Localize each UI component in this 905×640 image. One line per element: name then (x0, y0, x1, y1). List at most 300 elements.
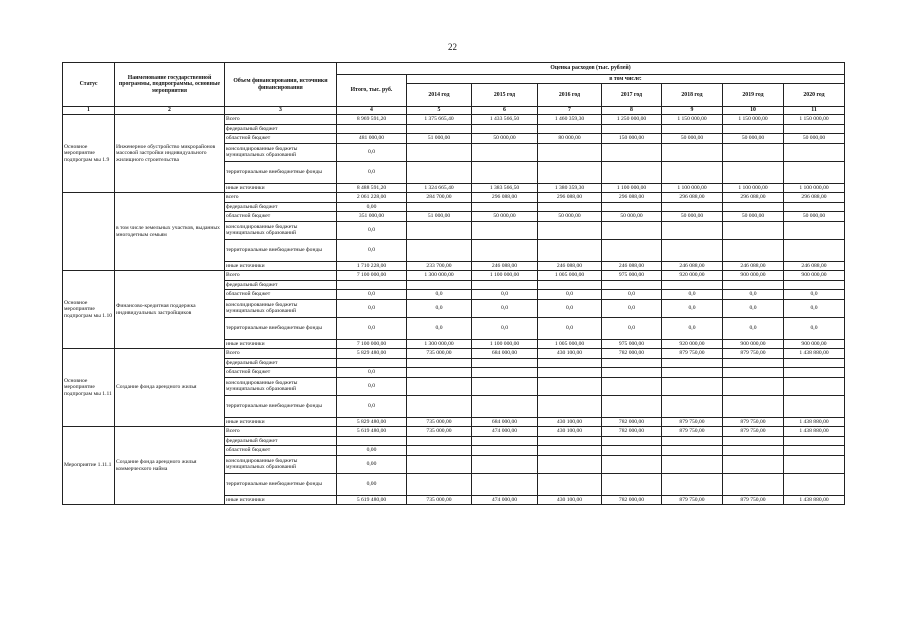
amount-year: 0,0 (602, 299, 662, 317)
amount-year (472, 377, 538, 395)
funding-source: Всего (225, 271, 337, 281)
amount-year: 879 750,00 (723, 495, 784, 505)
amount-year: 296 088,00 (472, 193, 538, 203)
amount-year (538, 446, 602, 456)
amount-year (662, 368, 723, 378)
column-number: 3 (225, 107, 337, 115)
amount-year (538, 377, 602, 395)
amount-year: 296 088,00 (602, 193, 662, 203)
amount-year: 50 000,00 (662, 134, 723, 144)
amount-year (662, 124, 723, 134)
amount-year (662, 202, 723, 212)
header-total: Итого, тыс. руб. (337, 75, 407, 107)
funding-source: иные источники (225, 495, 337, 505)
amount-year (662, 161, 723, 183)
amount-year (602, 143, 662, 161)
amount-year (723, 221, 784, 239)
row-status: Основное мероприятие подпрограм мы 1.11 (63, 349, 115, 427)
amount-year (538, 455, 602, 473)
amount-year (784, 358, 845, 368)
amount-year: 0,0 (472, 290, 538, 300)
table-header (63, 63, 845, 115)
amount-total: 351 000,00 (337, 212, 407, 222)
row-measure-name: Финансово-кредитная поддержка индивидуальных застройщиков (115, 271, 225, 349)
amount-year: 0,0 (602, 290, 662, 300)
amount-year: 1 380 359,30 (538, 183, 602, 193)
amount-year (602, 368, 662, 378)
amount-year (602, 473, 662, 495)
amount-year: 684 000,00 (472, 349, 538, 359)
amount-year: 975 000,00 (602, 339, 662, 349)
amount-total (337, 436, 407, 446)
amount-year (407, 143, 472, 161)
amount-year (472, 280, 538, 290)
amount-total: 7 100 000,00 (337, 339, 407, 349)
amount-year (538, 239, 602, 261)
row-status: Основное мероприятие подпрограм мы 1.9 (63, 115, 115, 193)
amount-year: 246 088,00 (472, 261, 538, 271)
amount-year (602, 446, 662, 456)
amount-year (538, 124, 602, 134)
amount-year: 684 000,00 (472, 417, 538, 427)
header-including: в том числе: (407, 75, 845, 84)
amount-year: 1 100 000,00 (602, 183, 662, 193)
amount-year: 1 005 000,00 (538, 271, 602, 281)
row-measure-name: Создание фонда арендного жилья коммерческого найма (115, 427, 225, 505)
funding-source: областной бюджет (225, 368, 337, 378)
amount-year (472, 161, 538, 183)
amount-year: 0,0 (407, 317, 472, 339)
header-name: Наименование государственной программы, подпрограммы, основные мероприятия (115, 63, 225, 107)
column-number: 7 (538, 107, 602, 115)
amount-year (784, 395, 845, 417)
page-number: 22 (448, 42, 457, 52)
amount-year (407, 377, 472, 395)
header-year: 2020 год (784, 84, 845, 107)
amount-year: 735 000,00 (407, 349, 472, 359)
amount-year (538, 280, 602, 290)
funding-source: иные источники (225, 417, 337, 427)
amount-year (784, 473, 845, 495)
amount-year: 0,0 (407, 290, 472, 300)
amount-year (602, 202, 662, 212)
amount-year: 430 100,00 (538, 349, 602, 359)
amount-total: 8 969 591,20 (337, 115, 407, 125)
amount-year: 0,0 (538, 317, 602, 339)
funding-source: консолидированные бюджеты муниципальных образований (225, 377, 337, 395)
funding-source: Всего (225, 349, 337, 359)
amount-total (337, 280, 407, 290)
amount-year (662, 455, 723, 473)
amount-year: 1 324 665,40 (407, 183, 472, 193)
amount-year: 0,0 (602, 317, 662, 339)
funding-source: областной бюджет (225, 290, 337, 300)
amount-year (784, 124, 845, 134)
amount-year (407, 368, 472, 378)
amount-total: 481 000,00 (337, 134, 407, 144)
amount-year: 50 000,00 (472, 134, 538, 144)
funding-source: иные источники (225, 183, 337, 193)
header-volume: Объем финансирования, источники финансирования (225, 63, 337, 107)
amount-year (538, 368, 602, 378)
amount-year: 1 383 566,50 (472, 183, 538, 193)
amount-year (602, 161, 662, 183)
amount-year (662, 358, 723, 368)
row-measure-name: Инженерное обустройство микрорайонов массовой застройки индивидуального жилищного строительства (115, 115, 225, 193)
amount-year: 0,0 (472, 317, 538, 339)
amount-year (662, 446, 723, 456)
amount-year (662, 436, 723, 446)
amount-year: 50 000,00 (602, 212, 662, 222)
header-year: 2017 год (602, 84, 662, 107)
amount-year (723, 455, 784, 473)
row-status: Мероприятие 1.11.1 (63, 427, 115, 505)
amount-total: 2 061 228,00 (337, 193, 407, 203)
amount-total: 5 619 480,00 (337, 495, 407, 505)
funding-source: областной бюджет (225, 134, 337, 144)
amount-year: 0,0 (662, 317, 723, 339)
amount-year (602, 124, 662, 134)
amount-year (602, 436, 662, 446)
amount-year: 900 000,00 (784, 339, 845, 349)
funding-source: территориальные внебюджетные фонды (225, 239, 337, 261)
column-number: 8 (602, 107, 662, 115)
column-number: 9 (662, 107, 723, 115)
funding-source: территориальные внебюджетные фонды (225, 317, 337, 339)
amount-year: 1 433 566,50 (472, 115, 538, 125)
row-status (63, 193, 115, 271)
amount-year: 1 150 000,00 (662, 115, 723, 125)
amount-year (538, 161, 602, 183)
amount-year (538, 143, 602, 161)
amount-year (538, 221, 602, 239)
amount-year: 879 750,00 (723, 427, 784, 437)
amount-year (784, 368, 845, 378)
amount-year: 474 000,00 (472, 427, 538, 437)
amount-year: 246 088,00 (662, 261, 723, 271)
amount-total: 5 829 480,00 (337, 349, 407, 359)
amount-year: 0,0 (723, 317, 784, 339)
amount-year (723, 368, 784, 378)
amount-year (407, 358, 472, 368)
amount-year: 0,0 (662, 299, 723, 317)
funding-source: федеральный бюджет (225, 280, 337, 290)
funding-source: Всего (225, 115, 337, 125)
table-body (63, 115, 845, 505)
amount-year: 879 750,00 (662, 417, 723, 427)
amount-year (472, 473, 538, 495)
amount-year (407, 124, 472, 134)
amount-year (472, 368, 538, 378)
table-row (63, 427, 845, 437)
amount-year (602, 239, 662, 261)
amount-year: 1 150 000,00 (723, 115, 784, 125)
amount-year: 1 438 880,00 (784, 349, 845, 359)
table-row (63, 271, 845, 281)
amount-year: 879 750,00 (723, 349, 784, 359)
amount-year: 1 100 000,00 (662, 183, 723, 193)
amount-year (662, 395, 723, 417)
row-status: Основное мероприятие подпрограм мы 1.10 (63, 271, 115, 349)
amount-total: 0,00 (337, 473, 407, 495)
amount-year: 0,0 (723, 290, 784, 300)
amount-year: 246 088,00 (784, 261, 845, 271)
amount-year: 0,0 (723, 299, 784, 317)
amount-year (723, 143, 784, 161)
amount-year (472, 446, 538, 456)
amount-total: 7 100 000,00 (337, 271, 407, 281)
amount-year (662, 280, 723, 290)
amount-year (602, 377, 662, 395)
amount-year: 50 000,00 (723, 212, 784, 222)
funding-source: Всего (225, 427, 337, 437)
amount-year: 246 088,00 (538, 261, 602, 271)
amount-total: 0,0 (337, 299, 407, 317)
funding-source: федеральный бюджет (225, 124, 337, 134)
amount-year (784, 446, 845, 456)
amount-year (723, 473, 784, 495)
amount-year: 735 000,00 (407, 417, 472, 427)
column-number: 4 (337, 107, 407, 115)
amount-year: 1 100 000,00 (784, 183, 845, 193)
amount-total (337, 124, 407, 134)
amount-year: 975 000,00 (602, 271, 662, 281)
funding-source: территориальные внебюджетные фонды (225, 473, 337, 495)
amount-total: 0,0 (337, 161, 407, 183)
amount-year (472, 358, 538, 368)
amount-year: 920 000,00 (662, 339, 723, 349)
amount-year: 0,0 (538, 290, 602, 300)
amount-year (407, 436, 472, 446)
amount-year (407, 455, 472, 473)
amount-year: 900 000,00 (784, 271, 845, 281)
header-year: 2018 год (662, 84, 723, 107)
table-row (63, 115, 845, 125)
amount-year (723, 124, 784, 134)
amount-total: 0,00 (337, 446, 407, 456)
amount-year (472, 221, 538, 239)
amount-year: 0,0 (784, 317, 845, 339)
amount-year (538, 358, 602, 368)
amount-total: 5 619 480,00 (337, 427, 407, 437)
amount-year: 284 700,00 (407, 193, 472, 203)
amount-year: 879 750,00 (662, 349, 723, 359)
funding-source: иные источники (225, 261, 337, 271)
column-number: 2 (115, 107, 225, 115)
amount-year: 1 460 359,30 (538, 115, 602, 125)
funding-source: федеральный бюджет (225, 436, 337, 446)
row-measure-name: в том числе земельных участков, выданных многодетным семьям (115, 193, 225, 271)
funding-source: областной бюджет (225, 446, 337, 456)
amount-year: 50 000,00 (472, 212, 538, 222)
amount-year: 430 100,00 (538, 417, 602, 427)
amount-year: 474 000,00 (472, 495, 538, 505)
amount-year: 1 300 000,00 (407, 339, 472, 349)
amount-year: 0,0 (472, 299, 538, 317)
amount-year (723, 358, 784, 368)
amount-year (472, 143, 538, 161)
funding-source: федеральный бюджет (225, 202, 337, 212)
column-number: 11 (784, 107, 845, 115)
column-number: 5 (407, 107, 472, 115)
column-number: 1 (63, 107, 115, 115)
amount-year: 782 000,00 (602, 417, 662, 427)
amount-year (538, 202, 602, 212)
amount-year: 1 005 000,00 (538, 339, 602, 349)
amount-year (472, 239, 538, 261)
amount-total: 0,0 (337, 290, 407, 300)
amount-year: 879 750,00 (662, 495, 723, 505)
header-estimate: Оценка расходов (тыс. рублей) (337, 63, 845, 75)
amount-year: 246 088,00 (602, 261, 662, 271)
funding-source: консолидированные бюджеты муниципальных образований (225, 221, 337, 239)
amount-year: 1 375 665,40 (407, 115, 472, 125)
amount-year (723, 202, 784, 212)
amount-year (407, 473, 472, 495)
amount-year (602, 358, 662, 368)
amount-year: 782 000,00 (602, 349, 662, 359)
amount-year: 430 100,00 (538, 427, 602, 437)
amount-year (784, 280, 845, 290)
amount-year (662, 143, 723, 161)
amount-year: 1 250 000,00 (602, 115, 662, 125)
amount-year: 296 088,00 (662, 193, 723, 203)
amount-total: 0,00 (337, 455, 407, 473)
funding-source: территориальные внебюджетные фонды (225, 395, 337, 417)
amount-year (407, 161, 472, 183)
amount-year: 0,0 (407, 299, 472, 317)
amount-year: 296 088,00 (538, 193, 602, 203)
amount-year (602, 395, 662, 417)
amount-year: 51 000,00 (407, 212, 472, 222)
amount-year: 735 000,00 (407, 495, 472, 505)
amount-year (538, 395, 602, 417)
amount-year (784, 239, 845, 261)
header-status: Статус (63, 63, 115, 107)
amount-year: 1 100 000,00 (472, 339, 538, 349)
amount-year (784, 377, 845, 395)
amount-total: 5 829 480,00 (337, 417, 407, 427)
funding-source: областной бюджет (225, 212, 337, 222)
amount-year: 50 000,00 (538, 212, 602, 222)
amount-year (723, 377, 784, 395)
amount-year (784, 161, 845, 183)
amount-year (723, 161, 784, 183)
amount-year: 1 100 000,00 (723, 183, 784, 193)
budget-table (62, 62, 845, 505)
amount-year: 879 750,00 (723, 417, 784, 427)
amount-year: 50 000,00 (784, 134, 845, 144)
funding-source: всего (225, 193, 337, 203)
amount-year (407, 395, 472, 417)
amount-year: 0,0 (784, 290, 845, 300)
amount-year (472, 436, 538, 446)
amount-total: 0,0 (337, 143, 407, 161)
amount-year: 150 000,00 (602, 134, 662, 144)
amount-year: 51 000,00 (407, 134, 472, 144)
amount-year (723, 395, 784, 417)
amount-year: 1 438 880,00 (784, 495, 845, 505)
amount-year: 0,0 (784, 299, 845, 317)
amount-total: 1 710 228,00 (337, 261, 407, 271)
amount-year: 80 000,00 (538, 134, 602, 144)
amount-year: 920 000,00 (662, 271, 723, 281)
amount-year (407, 221, 472, 239)
amount-year: 879 750,00 (662, 427, 723, 437)
amount-year (472, 455, 538, 473)
amount-year (723, 436, 784, 446)
amount-total: 0,00 (337, 202, 407, 212)
funding-source: иные источники (225, 339, 337, 349)
amount-year (407, 202, 472, 212)
amount-total: 0,0 (337, 221, 407, 239)
funding-source: территориальные внебюджетные фонды (225, 161, 337, 183)
amount-year: 50 000,00 (723, 134, 784, 144)
funding-source: консолидированные бюджеты муниципальных образований (225, 455, 337, 473)
amount-year: 0,0 (662, 290, 723, 300)
header-year: 2016 год (538, 84, 602, 107)
amount-year (602, 455, 662, 473)
amount-year (472, 395, 538, 417)
amount-year (472, 124, 538, 134)
amount-year (602, 280, 662, 290)
amount-year (723, 280, 784, 290)
amount-year (662, 221, 723, 239)
amount-year (407, 446, 472, 456)
amount-year: 900 000,00 (723, 339, 784, 349)
amount-year: 296 088,00 (723, 193, 784, 203)
header-year: 2019 год (723, 84, 784, 107)
amount-year: 50 000,00 (784, 212, 845, 222)
amount-total: 8 488 591,20 (337, 183, 407, 193)
amount-year (407, 280, 472, 290)
amount-year: 900 000,00 (723, 271, 784, 281)
amount-year (407, 239, 472, 261)
header-year: 2015 год (472, 84, 538, 107)
amount-year: 1 438 880,00 (784, 417, 845, 427)
table-row (63, 193, 845, 203)
amount-total (337, 358, 407, 368)
amount-year (723, 446, 784, 456)
amount-year (472, 202, 538, 212)
amount-year (784, 143, 845, 161)
row-measure-name: Создание фонда арендного жилья (115, 349, 225, 427)
amount-total: 0,0 (337, 239, 407, 261)
amount-year (602, 221, 662, 239)
amount-year (784, 455, 845, 473)
amount-year: 782 000,00 (602, 495, 662, 505)
funding-source: консолидированные бюджеты муниципальных образований (225, 299, 337, 317)
funding-source: федеральный бюджет (225, 358, 337, 368)
amount-year (784, 436, 845, 446)
amount-year: 233 700,00 (407, 261, 472, 271)
amount-year (662, 473, 723, 495)
amount-year (538, 436, 602, 446)
amount-year (662, 377, 723, 395)
column-number: 10 (723, 107, 784, 115)
amount-total: 0,0 (337, 317, 407, 339)
table-row (63, 349, 845, 359)
amount-year: 430 100,00 (538, 495, 602, 505)
amount-year (784, 202, 845, 212)
amount-year: 296 088,00 (784, 193, 845, 203)
amount-total: 0,0 (337, 377, 407, 395)
amount-year: 1 300 000,00 (407, 271, 472, 281)
amount-year (538, 473, 602, 495)
amount-year (723, 239, 784, 261)
header-year: 2014 год (407, 84, 472, 107)
amount-year: 50 000,00 (662, 212, 723, 222)
